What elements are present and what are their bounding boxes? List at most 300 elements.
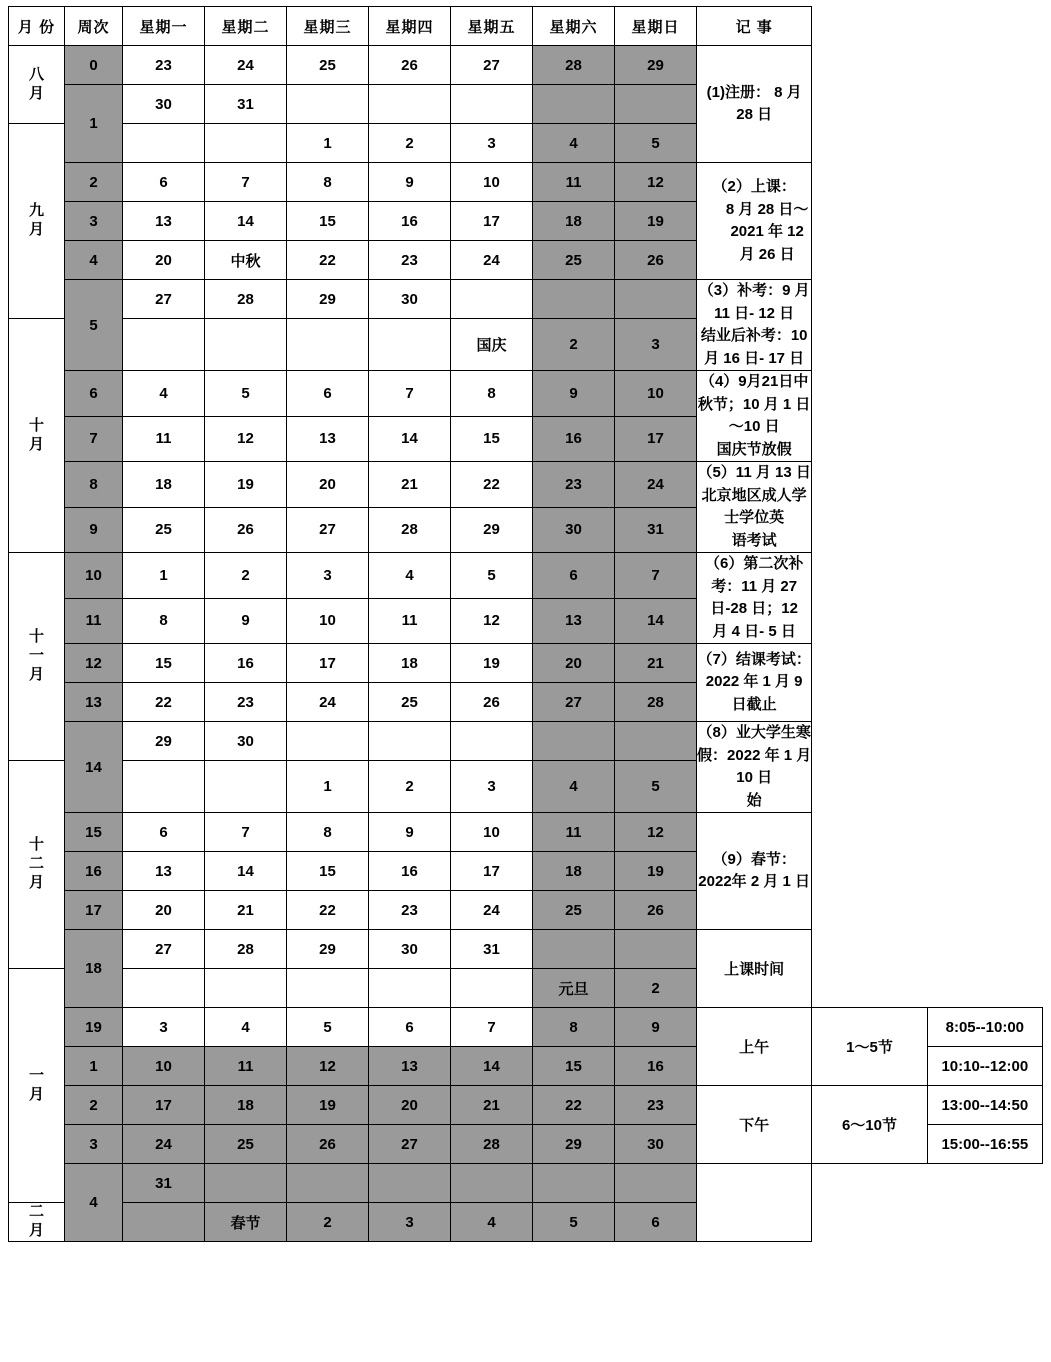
day-cell: 13: [123, 852, 205, 891]
week-number: 16: [65, 852, 123, 891]
day-cell: 21: [369, 462, 451, 508]
day-cell: 23: [533, 462, 615, 508]
table-row: [9, 319, 1043, 371]
table-row: [9, 462, 1043, 508]
day-cell: 12: [205, 416, 287, 462]
week-number: 1: [65, 85, 123, 163]
day-cell: 6: [615, 1203, 697, 1242]
note-degree-line2: 语考试: [731, 531, 777, 549]
day-cell: 26: [615, 241, 697, 280]
day-cell: 10: [451, 163, 533, 202]
month-cell-oct: 十 月: [9, 319, 65, 553]
week-number: 12: [65, 644, 123, 683]
day-cell: 28: [533, 46, 615, 85]
day-cell: [369, 1164, 451, 1203]
header-day-fri: 星期五: [451, 7, 533, 46]
day-cell: [451, 280, 533, 319]
day-cell: [451, 969, 533, 1008]
day-cell: 18: [369, 644, 451, 683]
day-cell: 2: [287, 1203, 369, 1242]
day-cell: 25: [205, 1125, 287, 1164]
note-winter-line1: （8）业大学生寒假：2022 年 1 月 10 日: [697, 724, 812, 786]
note-holiday-line2: 国庆节放假: [716, 440, 792, 458]
day-cell: 8: [451, 371, 533, 417]
day-cell: 23: [369, 891, 451, 930]
day-cell: 31: [451, 930, 533, 969]
day-cell: 25: [369, 683, 451, 722]
day-cell: [287, 722, 369, 761]
day-cell: 23: [123, 46, 205, 85]
week-number: 0: [65, 46, 123, 85]
week-number: 9: [65, 507, 123, 553]
day-cell: 15: [287, 202, 369, 241]
day-cell: 22: [287, 891, 369, 930]
day-cell: 12: [287, 1047, 369, 1086]
day-cell: [287, 319, 369, 371]
day-cell: 11: [369, 598, 451, 644]
header-day-sun: 星期日: [615, 7, 697, 46]
day-cell: [205, 1164, 287, 1203]
day-cell: [615, 280, 697, 319]
day-cell: 31: [615, 507, 697, 553]
day-cell: 29: [287, 280, 369, 319]
day-cell: 8: [287, 163, 369, 202]
day-cell: 16: [369, 202, 451, 241]
day-cell: [123, 761, 205, 813]
week-number: 4: [65, 1164, 123, 1242]
month-cell-sep: 九 月: [9, 124, 65, 319]
day-cell: 2: [205, 553, 287, 599]
week-number: 4: [65, 241, 123, 280]
day-cell: 22: [451, 462, 533, 508]
day-cell: [533, 85, 615, 124]
day-cell: 4: [205, 1008, 287, 1047]
day-cell: 15: [123, 644, 205, 683]
day-cell: 21: [615, 644, 697, 683]
day-cell: [369, 85, 451, 124]
day-cell: [205, 761, 287, 813]
day-cell: [287, 969, 369, 1008]
day-cell: 23: [205, 683, 287, 722]
day-cell: 7: [451, 1008, 533, 1047]
day-cell: 28: [205, 930, 287, 969]
header-month: 月 份: [9, 7, 65, 46]
day-cell: 21: [205, 891, 287, 930]
day-cell: 25: [533, 241, 615, 280]
day-cell: 5: [451, 553, 533, 599]
day-cell: 1: [287, 761, 369, 813]
day-cell: 22: [287, 241, 369, 280]
day-cell: 8: [533, 1008, 615, 1047]
day-cell: 27: [533, 683, 615, 722]
day-cell: [615, 1164, 697, 1203]
schedule-pm-time1: 13:00--14:50: [927, 1086, 1042, 1125]
day-cell: 14: [205, 202, 287, 241]
day-cell: 18: [533, 202, 615, 241]
day-cell: 16: [205, 644, 287, 683]
day-cell: 14: [369, 416, 451, 462]
week-number: 19: [65, 1008, 123, 1047]
day-cell: [205, 124, 287, 163]
schedule-am-time2: 10:10--12:00: [927, 1047, 1042, 1086]
day-cell: 11: [205, 1047, 287, 1086]
day-cell: 5: [533, 1203, 615, 1242]
week-number: 3: [65, 1125, 123, 1164]
day-cell: 17: [123, 1086, 205, 1125]
day-cell: 27: [123, 930, 205, 969]
day-cell: 20: [287, 462, 369, 508]
day-cell: 14: [205, 852, 287, 891]
week-number: 18: [65, 930, 123, 1008]
day-cell: [123, 969, 205, 1008]
day-cell: [451, 85, 533, 124]
day-cell: 13: [287, 416, 369, 462]
day-cell: 6: [123, 163, 205, 202]
day-cell: 12: [615, 163, 697, 202]
day-cell: 8: [123, 598, 205, 644]
day-cell: 28: [451, 1125, 533, 1164]
day-cell: 22: [533, 1086, 615, 1125]
week-number: 1: [65, 1047, 123, 1086]
day-cell: 1: [287, 124, 369, 163]
day-cell: 28: [369, 507, 451, 553]
day-cell: 18: [533, 852, 615, 891]
day-cell: 5: [287, 1008, 369, 1047]
table-row: [9, 202, 1043, 241]
day-cell: [615, 930, 697, 969]
day-cell: 29: [287, 930, 369, 969]
day-cell: 26: [451, 683, 533, 722]
table-row: [9, 722, 1043, 761]
week-number: 5: [65, 280, 123, 371]
day-cell: 9: [369, 813, 451, 852]
day-cell: 10: [451, 813, 533, 852]
day-cell: 2: [533, 319, 615, 371]
week-number: 7: [65, 416, 123, 462]
day-cell: 7: [615, 553, 697, 599]
day-cell: 6: [533, 553, 615, 599]
day-cell: 19: [615, 202, 697, 241]
table-row: [9, 969, 1043, 1008]
table-row: [9, 1164, 1043, 1203]
day-cell: [533, 930, 615, 969]
notes-empty-cell: [697, 1164, 812, 1242]
day-cell: 18: [205, 1086, 287, 1125]
day-cell: 27: [123, 280, 205, 319]
day-cell: 15: [533, 1047, 615, 1086]
day-cell: 24: [287, 683, 369, 722]
note-degree-line1: （5）11 月 13 日北京地区成人学士学位英: [697, 464, 811, 526]
week-number: 8: [65, 462, 123, 508]
day-cell: 3: [451, 124, 533, 163]
day-cell: 24: [205, 46, 287, 85]
day-cell: 29: [615, 46, 697, 85]
day-cell-nationalday: 国庆: [451, 319, 533, 371]
day-cell: 4: [123, 371, 205, 417]
day-cell: 30: [533, 507, 615, 553]
week-number: 10: [65, 553, 123, 599]
note-classes: [697, 163, 812, 280]
day-cell: 2: [615, 969, 697, 1008]
table-row: [9, 507, 1043, 553]
table-row: [9, 371, 1043, 417]
day-cell: 3: [369, 1203, 451, 1242]
table-row: [9, 553, 1043, 599]
day-cell: 30: [369, 280, 451, 319]
table-row: [9, 761, 1043, 813]
day-cell: 22: [123, 683, 205, 722]
table-row: [9, 241, 1043, 280]
day-cell: 11: [533, 813, 615, 852]
day-cell: [533, 280, 615, 319]
day-cell: 18: [123, 462, 205, 508]
day-cell: 27: [369, 1125, 451, 1164]
day-cell: 24: [451, 891, 533, 930]
table-row: [9, 930, 1043, 969]
day-cell: 14: [451, 1047, 533, 1086]
table-row: [9, 598, 1043, 644]
day-cell: 28: [615, 683, 697, 722]
day-cell: [287, 85, 369, 124]
note-second-makeup-line2: 月 4 日- 5 日: [712, 622, 796, 640]
table-row: [9, 46, 1043, 85]
note-second-makeup-line1: （6）第二次补考：11 月 27 日-28 日；12: [704, 555, 804, 617]
note-spring-festival: （9）春节：2022年 2 月 1 日: [697, 813, 812, 930]
header-week: 周次: [65, 7, 123, 46]
day-cell: 17: [615, 416, 697, 462]
day-cell: 2: [369, 761, 451, 813]
day-cell: 2: [369, 124, 451, 163]
day-cell: 12: [615, 813, 697, 852]
table-row: [9, 163, 1043, 202]
day-cell: 13: [369, 1047, 451, 1086]
table-row: [9, 416, 1043, 462]
header-day-tue: 星期二: [205, 7, 287, 46]
week-number: 6: [65, 371, 123, 417]
week-number: 15: [65, 813, 123, 852]
day-cell: 20: [369, 1086, 451, 1125]
day-cell: 4: [451, 1203, 533, 1242]
table-row: [9, 280, 1043, 319]
day-cell: 30: [205, 722, 287, 761]
week-number: 2: [65, 163, 123, 202]
week-number: 13: [65, 683, 123, 722]
day-cell: 3: [615, 319, 697, 371]
day-cell: [533, 722, 615, 761]
header-notes: 记 事: [697, 7, 812, 46]
day-cell: 24: [123, 1125, 205, 1164]
day-cell: 19: [615, 852, 697, 891]
day-cell: 4: [369, 553, 451, 599]
table-row: [9, 1008, 1043, 1047]
day-cell: 19: [451, 644, 533, 683]
day-cell: [369, 722, 451, 761]
day-cell: 25: [287, 46, 369, 85]
day-cell: 28: [205, 280, 287, 319]
table-row: [9, 644, 1043, 683]
day-cell: [615, 85, 697, 124]
day-cell: [533, 1164, 615, 1203]
day-cell: 20: [533, 644, 615, 683]
day-cell: 25: [123, 507, 205, 553]
day-cell: 3: [287, 553, 369, 599]
table-row: [9, 1203, 1043, 1242]
day-cell: 29: [533, 1125, 615, 1164]
note-makeup-exam: [697, 280, 812, 371]
day-cell: 23: [615, 1086, 697, 1125]
day-cell: 30: [615, 1125, 697, 1164]
day-cell: 30: [123, 85, 205, 124]
day-cell: 6: [369, 1008, 451, 1047]
day-cell: 5: [205, 371, 287, 417]
day-cell: 12: [451, 598, 533, 644]
day-cell: 17: [451, 202, 533, 241]
table-row: [9, 124, 1043, 163]
day-cell: 9: [533, 371, 615, 417]
table-row: [9, 813, 1043, 852]
day-cell: 7: [205, 163, 287, 202]
note-makeup-line1: （3）补考：9 月 11 日- 12 日: [698, 282, 810, 322]
day-cell: 3: [123, 1008, 205, 1047]
week-number: 11: [65, 598, 123, 644]
day-cell: 16: [533, 416, 615, 462]
note-final-exam: （7）结课考试：2022 年 1 月 9 日截止: [697, 644, 812, 722]
day-cell: [205, 319, 287, 371]
day-cell: 11: [533, 163, 615, 202]
schedule-am-time1: 8:05--10:00: [927, 1008, 1042, 1047]
day-cell: 23: [369, 241, 451, 280]
day-cell: 10: [287, 598, 369, 644]
day-cell: 26: [205, 507, 287, 553]
day-cell-newyear: 元旦: [533, 969, 615, 1008]
header-day-sat: 星期六: [533, 7, 615, 46]
day-cell: 17: [287, 644, 369, 683]
day-cell: 27: [287, 507, 369, 553]
day-cell: [369, 319, 451, 371]
day-cell: [451, 1164, 533, 1203]
month-cell-nov: 十 一 月: [9, 553, 65, 761]
table-row: [9, 891, 1043, 930]
schedule-am-periods: 1～5节: [812, 1008, 927, 1086]
day-cell: 29: [451, 507, 533, 553]
table-row: [9, 683, 1043, 722]
day-cell: [123, 124, 205, 163]
header-day-thu: 星期四: [369, 7, 451, 46]
note-holiday-line1: （4）9月21日中秋节；10 月 1 日～10 日: [697, 373, 811, 435]
day-cell: 31: [123, 1164, 205, 1203]
schedule-title: 上课时间: [697, 930, 812, 1008]
note-makeup-line2: 结业后补考：10 月 16 日- 17 日: [700, 327, 808, 367]
week-number: 14: [65, 722, 123, 813]
month-cell-jan: 一 月: [9, 969, 65, 1203]
table-header-row: [9, 7, 1043, 46]
day-cell: 10: [123, 1047, 205, 1086]
note-degree-english: [697, 462, 812, 553]
header-day-wed: 星期三: [287, 7, 369, 46]
day-cell: 7: [369, 371, 451, 417]
note-classes-line1: （2）上课：: [712, 178, 796, 195]
note-classes-line2: 8 月 28 日～2021 年 12 月 26 日: [725, 200, 809, 263]
day-cell: 15: [451, 416, 533, 462]
day-cell: 5: [615, 761, 697, 813]
note-winter-line2: 始: [746, 791, 762, 809]
day-cell: 21: [451, 1086, 533, 1125]
day-cell: 13: [533, 598, 615, 644]
day-cell: [451, 722, 533, 761]
month-cell-feb: 二 月: [9, 1203, 65, 1242]
day-cell: [369, 969, 451, 1008]
day-cell: 11: [123, 416, 205, 462]
day-cell: 19: [287, 1086, 369, 1125]
schedule-am-label: 上午: [697, 1008, 812, 1086]
day-cell: 4: [533, 124, 615, 163]
day-cell: 26: [287, 1125, 369, 1164]
day-cell: 6: [123, 813, 205, 852]
day-cell: 3: [451, 761, 533, 813]
month-cell-dec: 十 二 月: [9, 761, 65, 969]
day-cell: 25: [533, 891, 615, 930]
day-cell: 7: [205, 813, 287, 852]
schedule-pm-periods: 6～10节: [812, 1086, 927, 1164]
day-cell: 31: [205, 85, 287, 124]
day-cell: [123, 319, 205, 371]
day-cell: 24: [451, 241, 533, 280]
week-number: 2: [65, 1086, 123, 1125]
day-cell: 27: [451, 46, 533, 85]
day-cell: 5: [615, 124, 697, 163]
header-day-mon: 星期一: [123, 7, 205, 46]
table-row: [9, 85, 1043, 124]
day-cell: 1: [123, 553, 205, 599]
day-cell: 13: [123, 202, 205, 241]
day-cell: 9: [205, 598, 287, 644]
day-cell: 16: [369, 852, 451, 891]
day-cell: 26: [369, 46, 451, 85]
day-cell: 19: [205, 462, 287, 508]
day-cell: [287, 1164, 369, 1203]
day-cell: 24: [615, 462, 697, 508]
table-row: [9, 1086, 1043, 1125]
day-cell: 4: [533, 761, 615, 813]
day-cell: 20: [123, 241, 205, 280]
day-cell: 26: [615, 891, 697, 930]
day-cell: 15: [287, 852, 369, 891]
day-cell: [123, 1203, 205, 1242]
day-cell: 8: [287, 813, 369, 852]
note-winter-break: [697, 722, 812, 813]
day-cell: 20: [123, 891, 205, 930]
day-cell: 16: [615, 1047, 697, 1086]
day-cell: 14: [615, 598, 697, 644]
calendar-table: [8, 6, 1043, 1242]
day-cell: 10: [615, 371, 697, 417]
day-cell: [615, 722, 697, 761]
note-second-makeup: [697, 553, 812, 644]
week-number: 3: [65, 202, 123, 241]
week-number: 17: [65, 891, 123, 930]
day-cell-springfestival: 春节: [205, 1203, 287, 1242]
day-cell: 29: [123, 722, 205, 761]
day-cell-midautumn: 中秋: [205, 241, 287, 280]
month-cell-aug: 八 月: [9, 46, 65, 124]
day-cell: 9: [615, 1008, 697, 1047]
day-cell: 9: [369, 163, 451, 202]
day-cell: 17: [451, 852, 533, 891]
note-registration: (1)注册： 8 月 28 日: [697, 46, 812, 163]
day-cell: 6: [287, 371, 369, 417]
schedule-pm-time2: 15:00--16:55: [927, 1125, 1042, 1164]
day-cell: [205, 969, 287, 1008]
